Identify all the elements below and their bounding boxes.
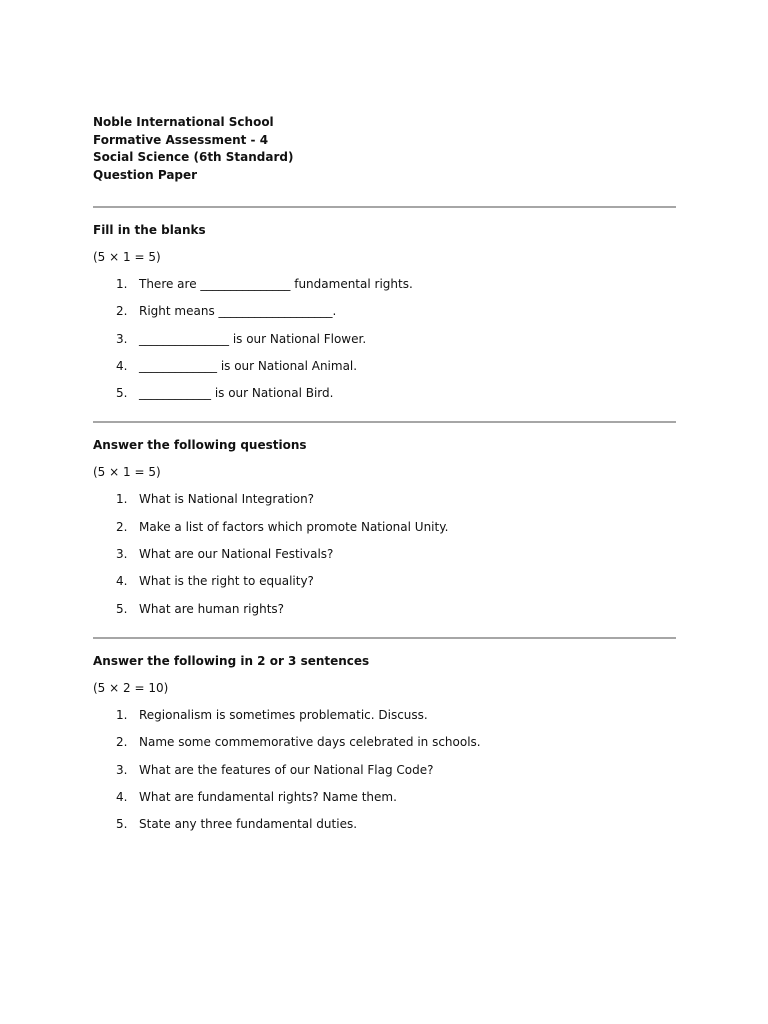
question-text: What are the features of our National Flag Code? <box>139 762 434 777</box>
question-number: 4. <box>116 574 128 589</box>
question-text: There are _______________ fundamental rights. <box>139 277 413 291</box>
question-number: 2. <box>116 519 128 534</box>
question-text: _______________ is our National Flower. <box>139 331 367 346</box>
question-number: 5. <box>116 386 128 401</box>
question-number: 3. <box>116 762 128 777</box>
question-item <box>93 358 676 374</box>
school-name: Noble International School <box>93 115 274 129</box>
question-item <box>93 816 676 832</box>
question-text: What are human rights? <box>139 601 285 616</box>
question-text: Make a list of factors which promote National Unity. <box>139 519 449 534</box>
section-title: Answer the following in 2 or 3 sentences <box>93 653 370 668</box>
question-text: State any three fundamental duties. <box>139 817 358 832</box>
question-text: Regionalism is sometimes problematic. Discuss. <box>139 707 428 722</box>
assessment-title: Formative Assessment - 4 <box>93 132 269 147</box>
question-item <box>93 601 676 617</box>
question-item <box>93 734 676 750</box>
question-item <box>93 303 676 319</box>
question-item <box>93 789 676 805</box>
question-item <box>93 331 676 347</box>
document-type: Question Paper <box>93 167 198 182</box>
question-number: 3. <box>116 331 128 346</box>
question-item <box>93 762 676 778</box>
question-item <box>93 385 676 401</box>
question-list <box>93 276 676 401</box>
section-fill-in-blanks <box>93 222 676 401</box>
question-number: 1. <box>116 492 128 507</box>
question-text: Right means ___________________. <box>139 304 337 319</box>
question-item <box>93 519 676 535</box>
question-item <box>93 546 676 562</box>
question-number: 2. <box>116 735 128 750</box>
subject-line: Social Science (6th Standard) <box>93 150 294 164</box>
question-text: ____________ is our National Bird. <box>139 386 334 401</box>
question-text: _____________ is our National Animal. <box>139 358 358 373</box>
section-marks: (5 × 2 = 10) <box>93 680 169 695</box>
question-item <box>93 573 676 589</box>
question-text: What is the right to equality? <box>139 574 314 589</box>
question-list <box>93 707 676 832</box>
section-marks: (5 × 1 = 5) <box>93 250 161 264</box>
question-text: What are fundamental rights? Name them. <box>139 789 397 804</box>
question-paper <box>93 114 676 843</box>
document-header <box>93 114 676 184</box>
question-number: 1. <box>116 277 128 291</box>
section-short-answers <box>93 653 676 832</box>
question-number: 4. <box>116 789 128 804</box>
question-number: 5. <box>116 817 128 832</box>
question-number: 5. <box>116 601 128 616</box>
question-item <box>93 276 676 292</box>
question-number: 4. <box>116 358 128 373</box>
section-title: Fill in the blanks <box>93 223 206 237</box>
question-number: 2. <box>116 304 128 319</box>
question-item <box>93 707 676 723</box>
question-number: 3. <box>116 547 128 562</box>
question-number: 1. <box>116 707 128 722</box>
section-title: Answer the following questions <box>93 438 307 453</box>
section-answer-questions <box>93 437 676 616</box>
question-item <box>93 491 676 507</box>
question-text: What are our National Festivals? <box>139 547 334 562</box>
question-list <box>93 491 676 616</box>
question-text: What is National Integration? <box>139 492 315 507</box>
section-marks: (5 × 1 = 5) <box>93 465 161 480</box>
question-text: Name some commemorative days celebrated in schools. <box>139 735 481 750</box>
